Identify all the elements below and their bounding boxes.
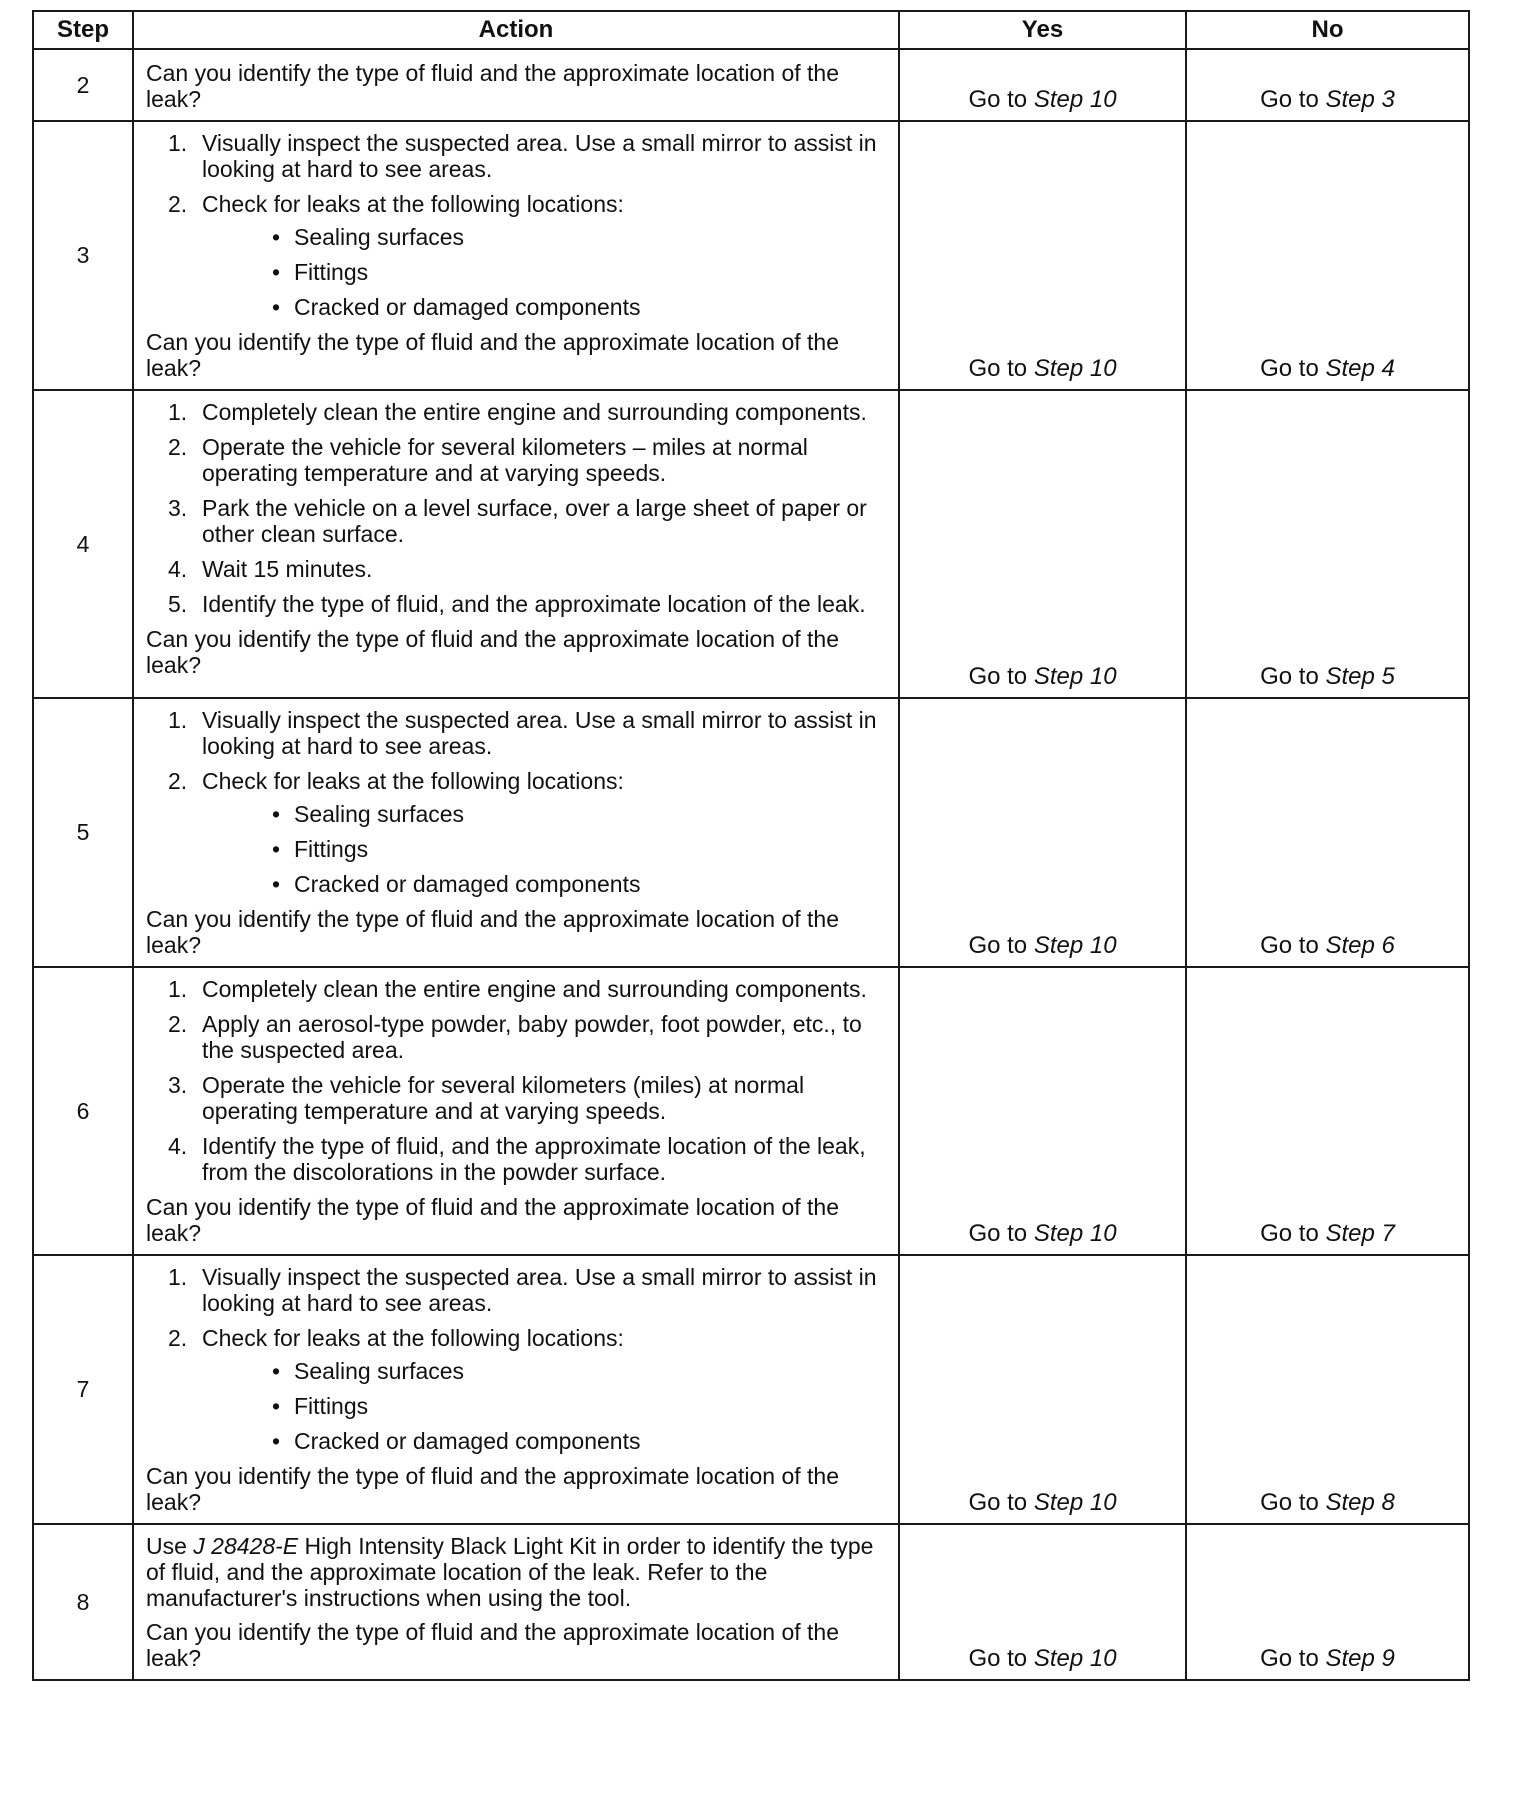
procedure-item-number: 2. bbox=[168, 768, 188, 794]
go-to-label: Go to bbox=[1260, 1489, 1319, 1516]
table-row bbox=[33, 121, 1469, 390]
diagnostic-table bbox=[32, 10, 1470, 1681]
location-item: • Fittings bbox=[202, 836, 886, 862]
procedure-item bbox=[146, 1264, 886, 1316]
no-cell bbox=[1186, 698, 1469, 967]
yes-cell bbox=[899, 698, 1186, 967]
procedure-item bbox=[146, 399, 886, 425]
table-row bbox=[33, 390, 1469, 698]
yes-next-step: Step 10 bbox=[1033, 1489, 1117, 1516]
procedure-item-number: 2. bbox=[168, 191, 188, 217]
procedure-item bbox=[146, 1072, 886, 1124]
diagnostic-question: Can you identify the type of fluid and the approximate location of the leak? bbox=[146, 60, 839, 112]
location-list bbox=[202, 801, 886, 897]
no-next-step: Step 6 bbox=[1325, 932, 1395, 959]
procedure-item bbox=[146, 191, 886, 320]
procedure-item-number: 1. bbox=[168, 976, 188, 1002]
table-row bbox=[33, 49, 1469, 121]
action-intro bbox=[146, 1533, 886, 1611]
procedure-item-number: 1. bbox=[168, 1264, 188, 1290]
go-to-label: Go to bbox=[968, 86, 1028, 113]
yes-next-step: Step 10 bbox=[1033, 86, 1117, 113]
diagnostic-question: Can you identify the type of fluid and the approximate location of the leak? bbox=[146, 1619, 839, 1671]
procedure-item-text: Park the vehicle on a level surface, over a large sheet of paper or other clean surface. bbox=[202, 495, 867, 547]
location-list bbox=[202, 224, 886, 320]
diagnostic-question: Can you identify the type of fluid and the approximate location of the leak? bbox=[146, 329, 839, 381]
intro-text-after: High Intensity Black Light Kit in order to identify the type of fluid, and the approximate location of the leak. Refer to the manufacturer's instructions when using the tool. bbox=[146, 1533, 874, 1611]
location-item: • Cracked or damaged components bbox=[202, 871, 886, 897]
go-to-label: Go to bbox=[968, 1220, 1028, 1247]
no-cell bbox=[1186, 390, 1469, 698]
location-item: • Fittings bbox=[202, 1393, 886, 1419]
action-cell bbox=[133, 1524, 899, 1680]
no-next-step: Step 7 bbox=[1325, 1220, 1395, 1247]
procedure-item-text: Completely clean the entire engine and surrounding components. bbox=[202, 976, 867, 1002]
procedure-list bbox=[146, 1264, 886, 1454]
procedure-item-text: Wait 15 minutes. bbox=[202, 556, 373, 582]
no-cell bbox=[1186, 1255, 1469, 1524]
procedure-list bbox=[146, 399, 886, 617]
procedure-item-text: Check for leaks at the following locations: bbox=[202, 768, 624, 794]
location-item: • Sealing surfaces bbox=[202, 1358, 886, 1384]
procedure-item-number: 3. bbox=[168, 495, 188, 521]
procedure-list bbox=[146, 976, 886, 1185]
procedure-item-number: 2. bbox=[168, 434, 188, 460]
go-to-label: Go to bbox=[968, 355, 1028, 382]
step-number: 5 bbox=[33, 698, 133, 967]
procedure-item bbox=[146, 434, 886, 486]
no-next-step: Step 3 bbox=[1325, 86, 1395, 113]
yes-cell bbox=[899, 967, 1186, 1255]
procedure-item bbox=[146, 1011, 886, 1063]
go-to-label: Go to bbox=[968, 1645, 1028, 1672]
header-step: Step bbox=[33, 11, 133, 49]
tool-number: J 28428-E bbox=[193, 1533, 299, 1559]
yes-cell bbox=[899, 390, 1186, 698]
go-to-label: Go to bbox=[1260, 86, 1319, 113]
procedure-item-number: 4. bbox=[168, 1133, 188, 1159]
table-row bbox=[33, 967, 1469, 1255]
procedure-list bbox=[146, 130, 886, 320]
location-item: • Fittings bbox=[202, 259, 886, 285]
procedure-item bbox=[146, 495, 886, 547]
procedure-item-text: Visually inspect the suspected area. Use a small mirror to assist in looking at hard to see areas. bbox=[202, 1264, 877, 1316]
header-no: No bbox=[1186, 11, 1469, 49]
no-cell bbox=[1186, 121, 1469, 390]
procedure-item-text: Check for leaks at the following locations: bbox=[202, 191, 624, 217]
no-next-step: Step 5 bbox=[1325, 663, 1395, 690]
procedure-item-number: 5. bbox=[168, 591, 188, 617]
procedure-item bbox=[146, 556, 886, 582]
diagnostic-question: Can you identify the type of fluid and the approximate location of the leak? bbox=[146, 906, 839, 958]
step-number: 7 bbox=[33, 1255, 133, 1524]
table-body bbox=[33, 49, 1469, 1680]
diagnostic-question: Can you identify the type of fluid and the approximate location of the leak? bbox=[146, 626, 839, 678]
action-cell bbox=[133, 698, 899, 967]
diagnostic-document bbox=[32, 10, 1468, 1681]
procedure-item-text: Identify the type of fluid, and the approximate location of the leak. bbox=[202, 591, 866, 617]
procedure-item bbox=[146, 707, 886, 759]
yes-cell bbox=[899, 1524, 1186, 1680]
yes-next-step: Step 10 bbox=[1033, 932, 1117, 959]
no-cell bbox=[1186, 1524, 1469, 1680]
no-cell bbox=[1186, 49, 1469, 121]
no-next-step: Step 4 bbox=[1325, 355, 1395, 382]
procedure-item-number: 1. bbox=[168, 399, 188, 425]
action-cell bbox=[133, 1255, 899, 1524]
step-number: 3 bbox=[33, 121, 133, 390]
step-number: 6 bbox=[33, 967, 133, 1255]
go-to-label: Go to bbox=[1260, 1645, 1319, 1672]
action-cell bbox=[133, 390, 899, 698]
procedure-item bbox=[146, 130, 886, 182]
intro-text-before: Use bbox=[146, 1533, 194, 1559]
location-item: • Cracked or damaged components bbox=[202, 1428, 886, 1454]
table-row bbox=[33, 698, 1469, 967]
procedure-item-text: Completely clean the entire engine and surrounding components. bbox=[202, 399, 867, 425]
diagnostic-question: Can you identify the type of fluid and the approximate location of the leak? bbox=[146, 1194, 839, 1246]
yes-next-step: Step 10 bbox=[1033, 355, 1117, 382]
go-to-label: Go to bbox=[1260, 663, 1319, 690]
procedure-item bbox=[146, 768, 886, 897]
procedure-item-text: Operate the vehicle for several kilometers (miles) at normal operating temperature and at varying speeds. bbox=[202, 1072, 805, 1124]
step-number: 4 bbox=[33, 390, 133, 698]
go-to-label: Go to bbox=[1260, 355, 1319, 382]
action-cell bbox=[133, 121, 899, 390]
procedure-item-text: Identify the type of fluid, and the approximate location of the leak, from the discolorations in the powder surface. bbox=[202, 1133, 866, 1185]
go-to-label: Go to bbox=[1260, 1220, 1319, 1247]
location-list bbox=[202, 1358, 886, 1454]
procedure-item-text: Check for leaks at the following locations: bbox=[202, 1325, 624, 1351]
no-cell bbox=[1186, 967, 1469, 1255]
no-next-step: Step 9 bbox=[1325, 1645, 1395, 1672]
procedure-item bbox=[146, 1325, 886, 1454]
procedure-item-text: Visually inspect the suspected area. Use a small mirror to assist in looking at hard to see areas. bbox=[202, 130, 877, 182]
procedure-list bbox=[146, 707, 886, 897]
procedure-item-number: 4. bbox=[168, 556, 188, 582]
header-action: Action bbox=[133, 11, 899, 49]
procedure-item-number: 3. bbox=[168, 1072, 188, 1098]
procedure-item bbox=[146, 976, 886, 1002]
step-number: 8 bbox=[33, 1524, 133, 1680]
table-row bbox=[33, 1524, 1469, 1680]
procedure-item-number: 2. bbox=[168, 1325, 188, 1351]
no-next-step: Step 8 bbox=[1325, 1489, 1395, 1516]
procedure-item-text: Operate the vehicle for several kilometers – miles at normal operating temperature and at varying speeds. bbox=[202, 434, 808, 486]
table-row bbox=[33, 1255, 1469, 1524]
yes-cell bbox=[899, 49, 1186, 121]
location-item: • Cracked or damaged components bbox=[202, 294, 886, 320]
go-to-label: Go to bbox=[1260, 932, 1319, 959]
location-item: • Sealing surfaces bbox=[202, 224, 886, 250]
location-item: • Sealing surfaces bbox=[202, 801, 886, 827]
procedure-item-number: 2. bbox=[168, 1011, 188, 1037]
yes-next-step: Step 10 bbox=[1033, 1220, 1117, 1247]
procedure-item-number: 1. bbox=[168, 130, 188, 156]
procedure-item bbox=[146, 1133, 886, 1185]
procedure-item-text: Apply an aerosol-type powder, baby powder, foot powder, etc., to the suspected area. bbox=[202, 1011, 862, 1063]
header-row bbox=[33, 11, 1469, 49]
go-to-label: Go to bbox=[968, 932, 1028, 959]
procedure-item-number: 1. bbox=[168, 707, 188, 733]
diagnostic-question: Can you identify the type of fluid and the approximate location of the leak? bbox=[146, 1463, 839, 1515]
go-to-label: Go to bbox=[968, 663, 1028, 690]
go-to-label: Go to bbox=[968, 1489, 1028, 1516]
procedure-item bbox=[146, 591, 886, 617]
action-cell bbox=[133, 967, 899, 1255]
action-cell bbox=[133, 49, 899, 121]
yes-cell bbox=[899, 121, 1186, 390]
yes-cell bbox=[899, 1255, 1186, 1524]
header-yes: Yes bbox=[899, 11, 1186, 49]
procedure-item-text: Visually inspect the suspected area. Use a small mirror to assist in looking at hard to see areas. bbox=[202, 707, 877, 759]
yes-next-step: Step 10 bbox=[1033, 1645, 1117, 1672]
step-number: 2 bbox=[33, 49, 133, 121]
yes-next-step: Step 10 bbox=[1033, 663, 1117, 690]
